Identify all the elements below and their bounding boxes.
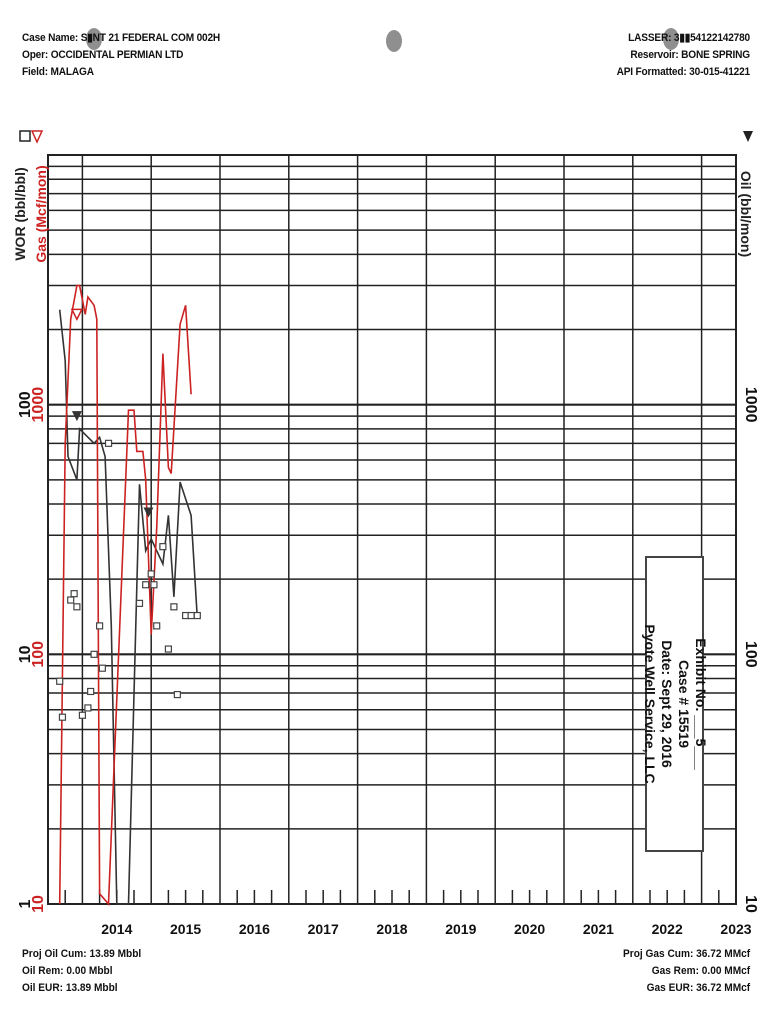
field: Field: MALAGA [22, 66, 94, 78]
x-tick-label: 2016 [238, 921, 270, 937]
wor-point [194, 613, 200, 619]
gas-eur: Gas EUR: 36.72 MMcf [646, 982, 750, 994]
x-tick-label: 2020 [514, 921, 546, 937]
gas-summary [623, 946, 750, 997]
gas-legend-triangle [32, 131, 42, 142]
wor-point [151, 582, 157, 588]
wor-point [59, 714, 65, 720]
wor-tick-label: 100 [17, 391, 34, 419]
proj-oil-cum: Proj Oil Cum: 13.89 Mbbl [22, 948, 142, 960]
case-name: Case Name: S▮NT 21 FEDERAL COM 002H [22, 32, 221, 44]
well-info-left [22, 30, 220, 81]
wor-point [97, 623, 103, 629]
x-tick-label: 2019 [445, 921, 477, 937]
exhibit-stamp [641, 556, 709, 852]
exhibit-number: Exhibit No. ___5___ [692, 638, 709, 770]
wor-point [188, 613, 194, 619]
reservoir: Reservoir: BONE SPRING [630, 49, 750, 61]
x-tick-label: 2017 [307, 921, 339, 937]
oil-eur: Oil EUR: 13.89 Mbbl [22, 982, 118, 994]
x-tick-label: 2022 [651, 921, 683, 937]
gas-line [60, 286, 191, 905]
x-tick-label: 2015 [170, 921, 202, 937]
wor-axis-label: WOR (bbl/bbl) [12, 167, 28, 261]
wor-tick-label: 10 [17, 645, 34, 664]
x-tick-label: 2014 [101, 921, 133, 937]
x-tick-label: 2021 [582, 921, 614, 937]
gas-tick-label: 100 [30, 640, 47, 668]
wor-point [79, 712, 85, 718]
x-tick-label: 2018 [376, 921, 408, 937]
oil-summary [22, 946, 141, 997]
x-tick-label: 2023 [720, 921, 752, 937]
case-number: Case # 15519 [675, 660, 692, 748]
wor-point [85, 705, 91, 711]
wor-point [154, 623, 160, 629]
operator: Oper: OCCIDENTAL PERMIAN LTD [22, 49, 184, 61]
oil-tick-label: 100 [742, 640, 759, 668]
wor-point [106, 440, 112, 446]
oil-tick-label: 10 [742, 895, 759, 913]
punch-hole [386, 30, 402, 52]
wor-legend-square [20, 131, 30, 141]
chart-grid [48, 155, 736, 904]
oil-legend-triangle [743, 131, 753, 142]
gas-tick-label: 1000 [30, 386, 47, 423]
well-info-right [617, 30, 750, 81]
stamp-date: Date: Sept 29, 2016 [658, 640, 675, 768]
lasser: LASSER: 3▮▮54122142780 [628, 32, 750, 44]
wor-point [68, 597, 74, 603]
wor-point [91, 651, 97, 657]
wor-point [160, 544, 166, 550]
gas-rem: Gas Rem: 0.00 MMcf [651, 965, 750, 977]
api-number: API Formatted: 30-015-41221 [616, 66, 750, 78]
gas-marker [72, 309, 82, 319]
oil-rem: Oil Rem: 0.00 Mbbl [22, 965, 113, 977]
proj-gas-cum: Proj Gas Cum: 36.72 MMcf [622, 948, 750, 960]
wor-point [99, 665, 105, 671]
wor-point [171, 604, 177, 610]
gas-tick-label: 10 [30, 895, 47, 913]
chart-series [57, 286, 201, 905]
wor-point [57, 678, 63, 684]
wor-point [88, 688, 94, 694]
wor-point [148, 571, 154, 577]
wor-point [71, 591, 77, 597]
gas-axis-label: Gas (Mcf/mon) [33, 165, 49, 263]
wor-point [174, 692, 180, 698]
wor-tick-label: 1 [17, 899, 34, 909]
oil-tick-label: 1000 [742, 386, 759, 423]
wor-point [137, 600, 143, 606]
wor-point [143, 582, 149, 588]
wor-point [74, 604, 80, 610]
oil-axis-label: Oil (bbl/mon) [738, 170, 754, 258]
stamp-company: Pyote Well Service, LLC [641, 624, 658, 784]
wor-point [165, 646, 171, 652]
